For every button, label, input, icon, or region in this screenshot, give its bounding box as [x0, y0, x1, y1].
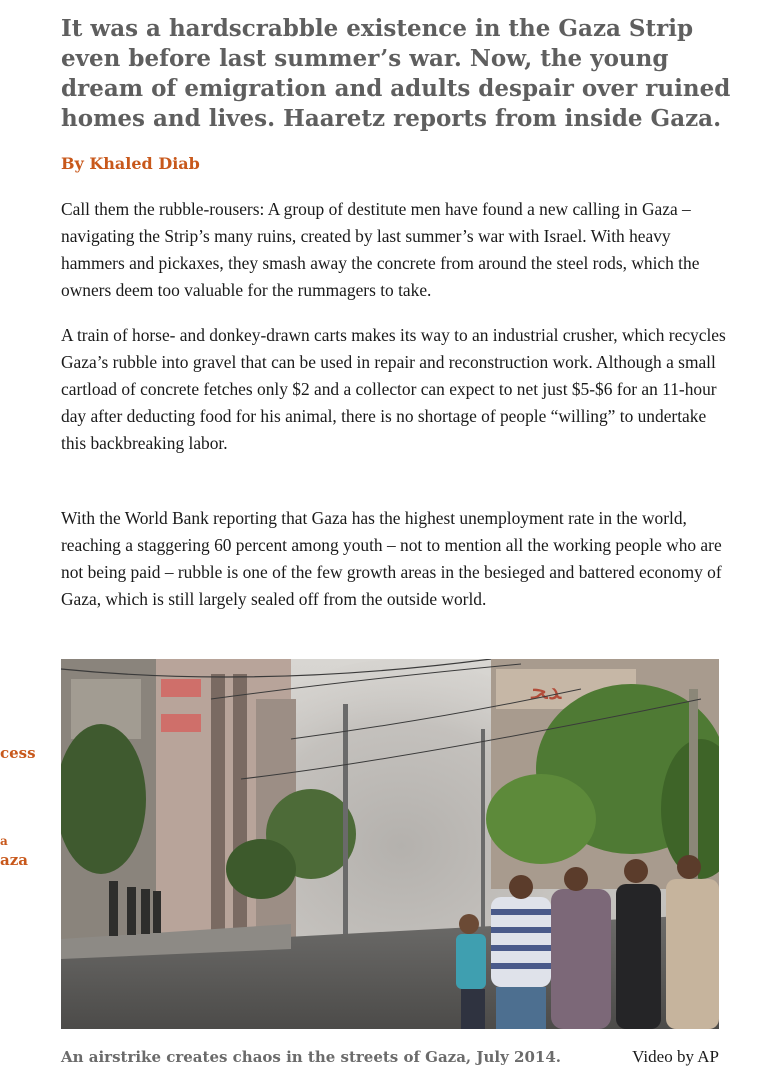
author-byline[interactable]: By Khaled Diab: [61, 154, 200, 173]
sidebar-link-fragment-1[interactable]: cess: [0, 744, 36, 762]
body-paragraph-1: Call them the rubble-rousers: A group of destitute men have found a new calling in Gaza – navigating the Strip’s many ruins, created by last summer’s war with Israel. With heavy hammers and pickaxes, they smash away the concrete from around the steel rods, which the owners deem too valuable for the rummagers to take.: [61, 199, 700, 300]
airstrike-video-still: [61, 659, 719, 1029]
article-deck: It was a hardscrabble existence in the Gaza Strip even before last summer’s war. Now, the young dream of emigration and adults despair over ruined homes and lives. Haaretz reports from inside Gaza.: [61, 15, 731, 132]
video-player[interactable]: [61, 659, 719, 1029]
sidebar-link-fragment-2[interactable]: a: [0, 834, 8, 848]
body-paragraph-3: With the World Bank reporting that Gaza has the highest unemployment rate in the world, reaching a staggering 60 percent among youth – not to mention all the working people who are not being paid – rubble is one of the few growth areas in the besieged and battered economy of Gaza, which is still largely sealed off from the outside world.: [61, 508, 722, 609]
sidebar-link-fragment-3[interactable]: aza: [0, 851, 28, 869]
body-paragraph-2: A train of horse- and donkey-drawn carts makes its way to an industrial crusher, which recycles Gaza’s rubble into gravel that can be used in repair and reconstruction work. Although a small cartload of concrete fetches only $2 and a collector can expect to net just $5-$6 for an 11-hour day after deducting food for his animal, there is no shortage of people “willing” to undertake this backbreaking labor.: [61, 325, 726, 453]
video-caption: An airstrike creates chaos in the streets of Gaza, July 2014.: [61, 1048, 561, 1066]
video-credit: Video by AP: [632, 1047, 719, 1066]
shop-sign: ﺪﺤ: [531, 676, 562, 706]
